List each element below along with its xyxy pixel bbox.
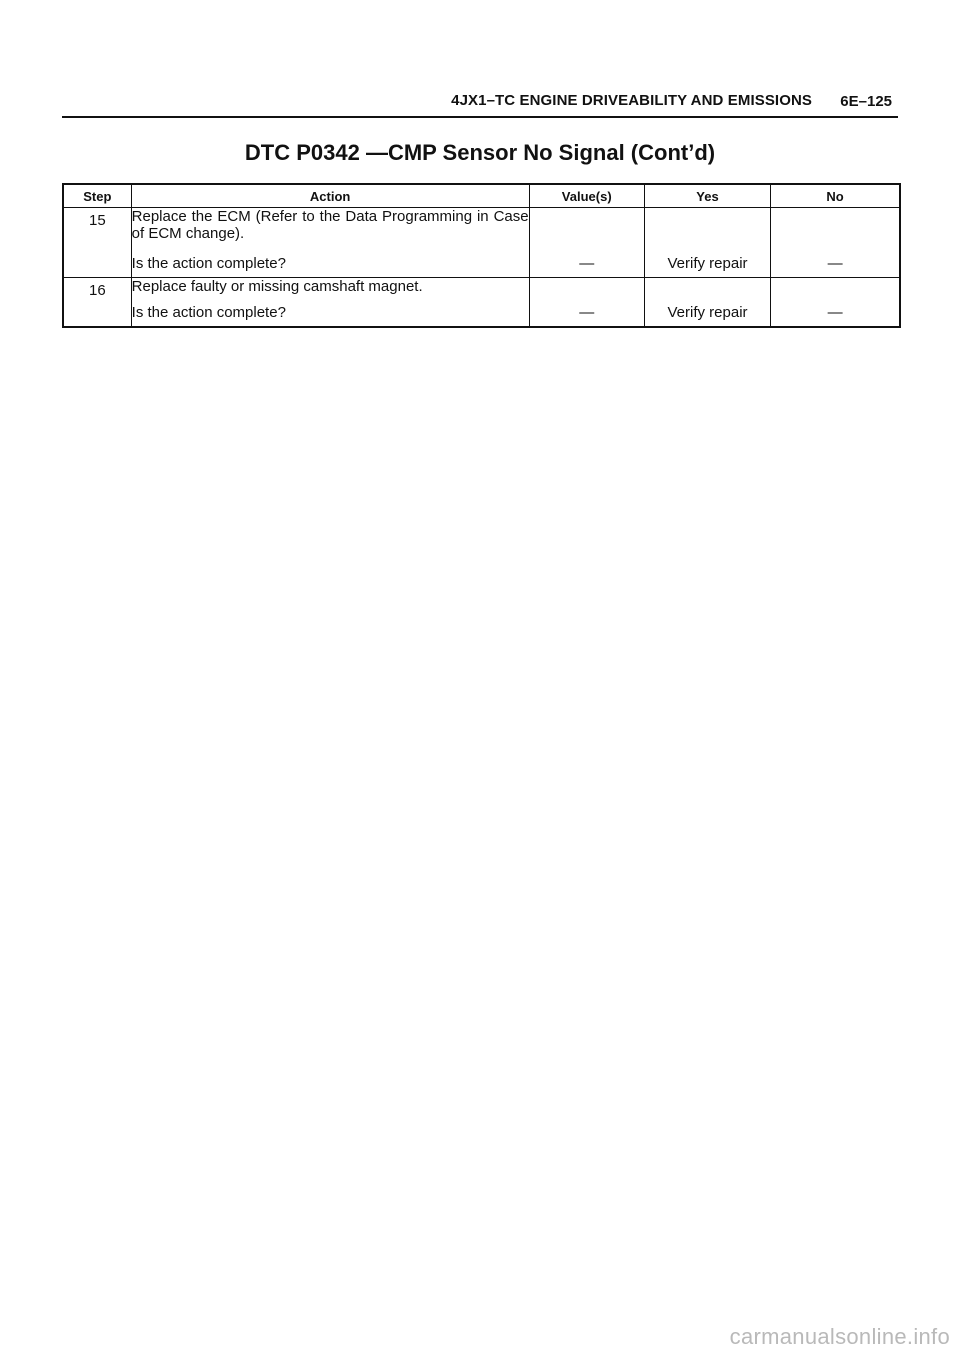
- step-number: 15: [88, 212, 106, 229]
- step-number: 16: [88, 282, 106, 299]
- value-cell: —: [529, 208, 644, 278]
- no-cell: —: [771, 278, 900, 328]
- yes-cell: Verify repair: [644, 278, 770, 328]
- action-question: Is the action complete?: [131, 255, 286, 272]
- column-header-values: Value(s): [529, 184, 644, 208]
- watermark: carmanualsonline.info: [729, 1324, 950, 1349]
- column-header-no: No: [771, 184, 900, 208]
- no-cell: —: [771, 208, 900, 278]
- action-cell: [131, 208, 529, 278]
- table-header-row: [63, 184, 900, 208]
- document-title: DTC P0342 —CMP Sensor No Signal (Cont’d): [244, 140, 716, 165]
- action-instruction: Replace faulty or missing camshaft magnet.: [131, 278, 423, 295]
- page-number: 6E–125: [840, 93, 892, 110]
- column-header-action: Action: [131, 184, 529, 208]
- action-cell: [131, 278, 529, 328]
- page-header: [62, 88, 898, 118]
- section-title: 4JX1–TC ENGINE DRIVEABILITY AND EMISSIONS: [451, 92, 812, 109]
- column-header-yes: Yes: [644, 184, 770, 208]
- action-instruction: Replace the ECM (Refer to the Data Programming in Case of ECM change).: [131, 208, 529, 242]
- action-question: Is the action complete?: [131, 304, 286, 321]
- value-cell: —: [529, 278, 644, 328]
- table-row: [63, 278, 900, 328]
- table-row: [63, 208, 900, 278]
- column-header-step: Step: [63, 184, 131, 208]
- step-cell: [63, 208, 131, 278]
- yes-cell: Verify repair: [644, 208, 770, 278]
- step-cell: [63, 278, 131, 328]
- diagnostic-table: [62, 183, 901, 328]
